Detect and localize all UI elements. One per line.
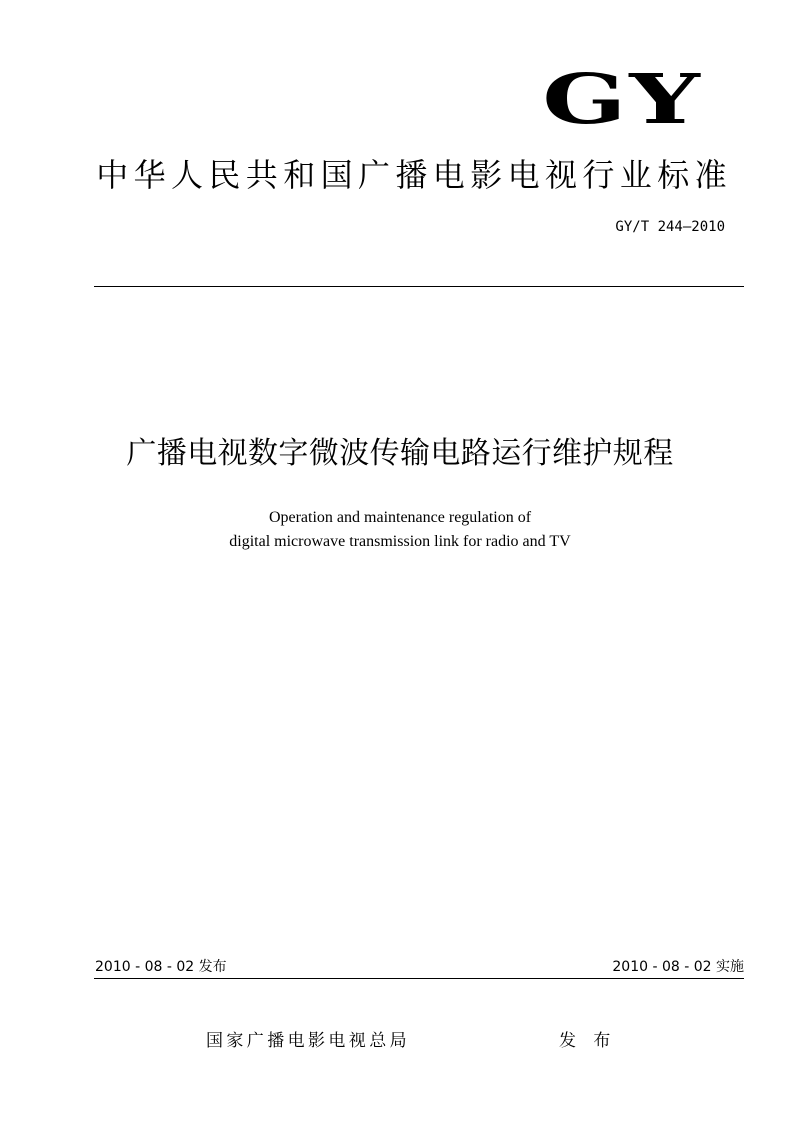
standard-number: GY/T 244—2010 — [615, 219, 725, 235]
english-title-line-2: digital microwave transmission link for radio and TV — [229, 533, 571, 550]
standard-category: 中华人民共和国广播电影电视行业标准 — [96, 156, 732, 194]
standard-logo: GY — [542, 60, 703, 140]
issue-label: 发 布 — [559, 1031, 617, 1051]
document-title-chinese: 广播电视数字微波传输电路运行维护规程 — [126, 436, 674, 471]
english-title-line-1: Operation and maintenance regulation of — [268, 509, 532, 526]
header-divider — [94, 286, 744, 287]
document-title-english — [0, 506, 800, 554]
date-divider — [94, 978, 744, 979]
issue-date: 2010 - 08 - 02 发布 — [95, 959, 227, 975]
implementation-date: 2010 - 08 - 02 实施 — [612, 959, 744, 975]
issuing-authority: 国家广播电影电视总局 — [206, 1031, 410, 1051]
